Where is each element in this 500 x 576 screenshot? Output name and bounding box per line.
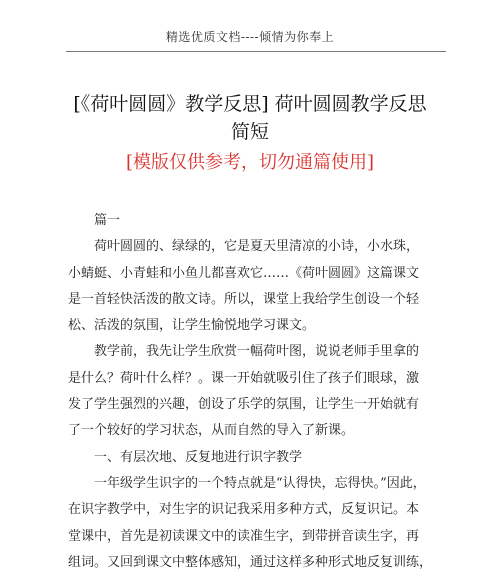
document-body — [68, 208, 440, 576]
document-title-line-2: 简短 — [230, 121, 269, 143]
paragraph-line: 发了学生强烈的兴趣，创设了乐学的氛围，让学生一开始就有 — [68, 397, 420, 413]
paragraph-line: 堂课中，首先是初读课文中的读准生字，到带拼音读生字，再 — [68, 528, 420, 544]
paragraph-line: 了一个较好的学习状态，从而自然的导入了新课。 — [68, 423, 355, 439]
paragraph-line: 松、活泼的氛围，让学生愉悦地学习课文。 — [68, 318, 316, 334]
subsection-heading: 一、有层次地、反复地进行识字教学 — [94, 449, 303, 465]
paragraph-line: 在识字教学中，对生字的识记我采用多种方式，反复识记。本 — [68, 502, 420, 518]
section-heading: 篇一 — [94, 213, 121, 228]
paragraph-line: 组词。又回到课文中整体感知，通过这样多种形式地反复训练， — [68, 554, 433, 570]
paragraph-line: 是一首轻快活泼的散文诗。所以，课堂上我给学生创设一个轻 — [68, 291, 420, 307]
paragraph-line: 荷叶圆圆的、绿绿的，它是夏天里清凉的小诗，小水珠， — [94, 239, 420, 255]
page-header: 精选优质文档----倾情为你奉上 — [165, 30, 335, 44]
paragraph-line: 教学前，我先让学生欣赏一幅荷叶图，说说老师手里拿的 — [94, 344, 420, 360]
paragraph-line: 是什么？荷叶什么样？。课一开始就吸引住了孩子们眼球，激 — [68, 370, 420, 386]
document-title-line-1: [《荷叶圆圆》教学反思] 荷叶圆圆教学反思 — [73, 93, 427, 115]
template-notice: [模版仅供参考，切勿通篇使用] — [125, 152, 375, 173]
paragraph-line: 小蜻蜓、小青蛙和小鱼儿都喜欢它……《荷叶圆圆》这篇课文 — [68, 265, 420, 281]
paragraph-line: 一年级学生识字的一个特点就是“认得快，忘得快。”因此， — [94, 475, 426, 491]
header-divider — [66, 51, 446, 52]
